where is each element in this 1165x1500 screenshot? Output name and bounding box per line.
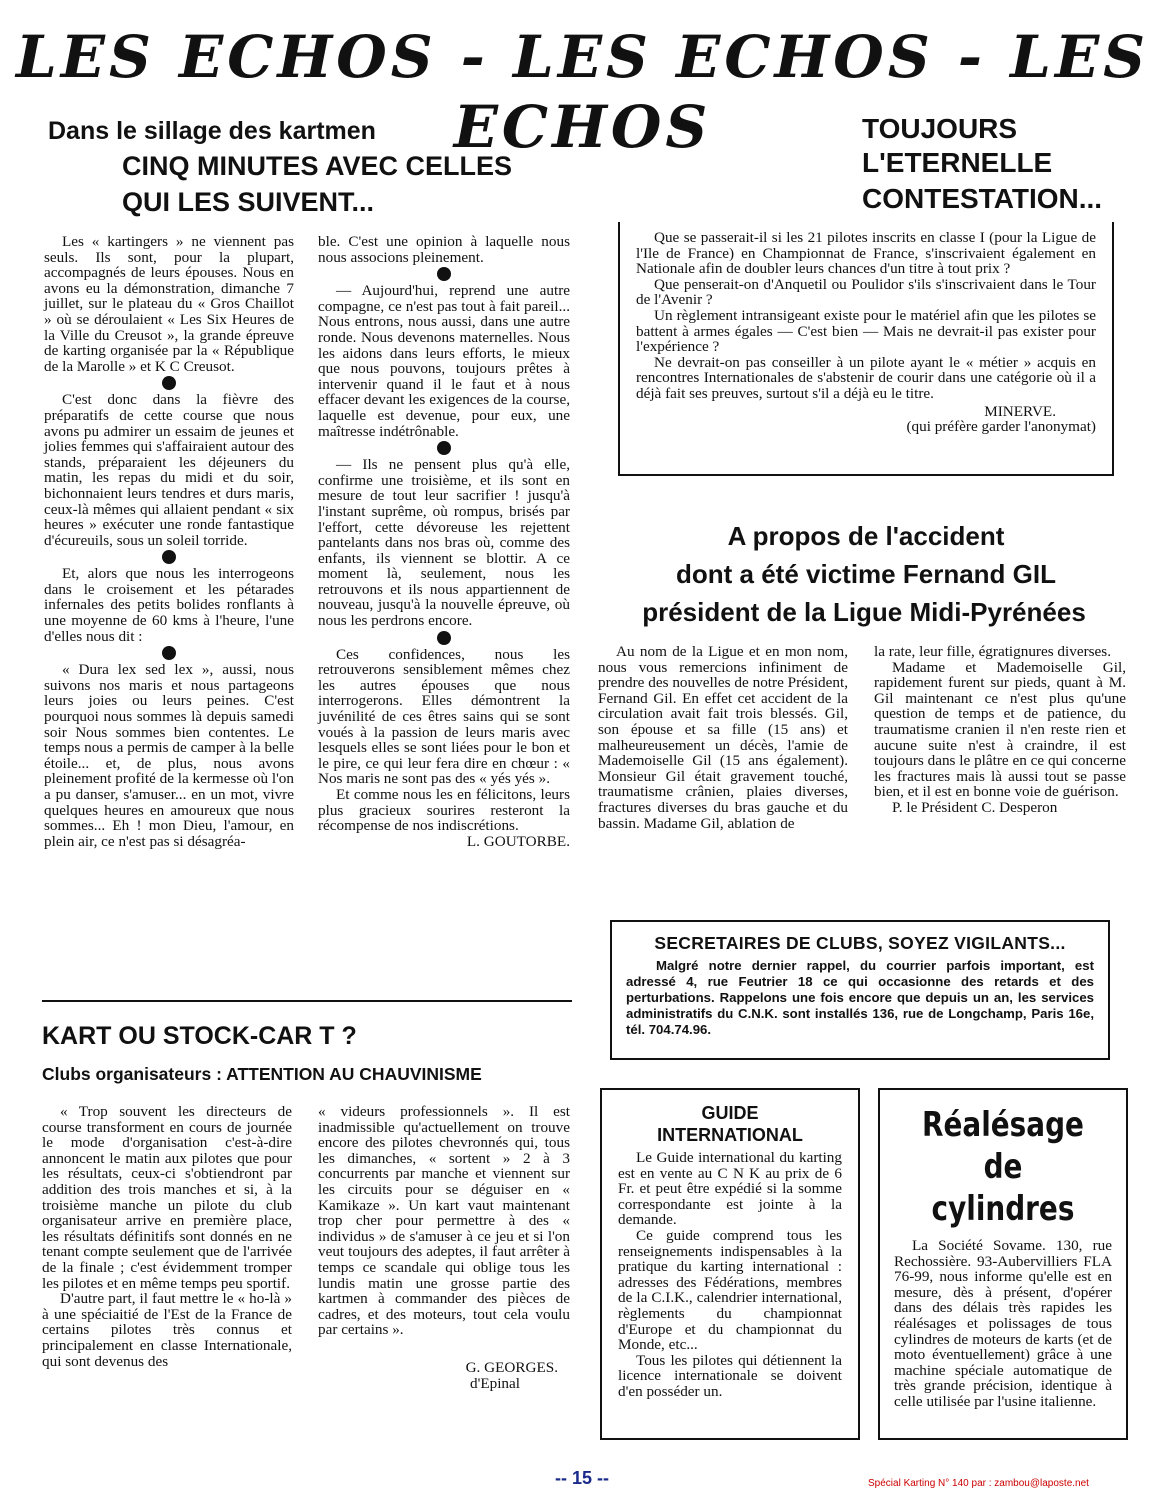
art7-title-line1: Réalésage	[922, 1105, 1084, 1145]
art3-title-line2: dont a été victime Fernand GIL	[676, 559, 1056, 589]
art1-paragraph: C'est donc dans la fièvre des préparatifs de cette course que nous avons pu admirer un essaim de jeunes et jolies femmes qui s'affairaient autour des stands, préparaient les déjeuners du matin, les repas du midi et du soir, bichonnaient leurs tendres et durs maris, ceux-là mêmes qui allaient pendant « six heures » exécuter une ronde fantastique d'écureuils, sous un soleil torride.	[44, 391, 294, 549]
art2-title-line1: TOUJOURS	[862, 113, 1018, 144]
art5-title: KART OU STOCK-CAR T ?	[42, 1022, 357, 1050]
art1-paragraph: Ces confidences, nous les retrouverons sensiblement mêmes chez les autres épouses que nous interrogerons. Elles démontrent la juvénilité de ces êtres sains qui se sont voués à la passion de leurs maris avec lesquels elles se sont liées pour le bon et le pire, ce qui leur fera dire en chœur : « Nos maris ne sont pas des « yés yés ».	[318, 645, 570, 788]
art1-title-line1: CINQ MINUTES AVEC CELLES	[122, 151, 513, 181]
art3-paragraph: Au nom de la Ligue et en mon nom, nous vous remercions infiniment de prendre des nouvelles de notre Président, Fernand Gil. En effet cet accident de la circulation avait fait trois blessés. Gil, son épouse et sa fille (15 ans) et malheureusement un décès, l'amie de Mademoiselle Gil (15 ans également). Monsieur Gil était gravement touché, traumatisme crânien, plaies diverses, fractures diverses du bras gauche et du bassin. Madame Gil, ablation de	[598, 643, 848, 832]
art1-signature: L. GOUTORBE.	[466, 832, 570, 850]
art7-box	[878, 1088, 1128, 1440]
art2-title-line2: L'ETERNELLE	[862, 147, 1053, 178]
bullet-dot	[437, 441, 451, 455]
art2-box	[618, 222, 1114, 476]
art3-column-1	[598, 644, 848, 831]
art5-column-1	[42, 1104, 292, 1369]
art5-signature: G. GEORGES.	[465, 1358, 558, 1376]
art3-title-line1: A propos de l'accident	[727, 521, 1005, 551]
art1-column-2	[318, 234, 570, 849]
art6-paragraph: Tous les pilotes qui détiennent la licence internationale se doivent d'en posséder un.	[618, 1351, 842, 1400]
bullet-dot	[162, 550, 176, 564]
art1-paragraph: Les « kartingers » ne viennent pas seuls. Ils sont, pour la plupart, accompagnés de leurs épouses. Nous en avons eu la démonstration, dimanche 7 juillet, sur le plateau du « Gros Chaillot » où se déroulaient « Les Six Heures de la Ville du Creusot », la grande épreuve de karting organisée par la « République de la Marolle » et K C Creusot.	[44, 233, 294, 375]
bullet-dot	[437, 631, 451, 645]
art3-signature: P. le Président C. Desperon	[892, 798, 1058, 816]
art1-column-1	[44, 234, 294, 849]
art1-kicker: Dans le sillage des kartmen	[48, 117, 376, 145]
art4-box	[610, 920, 1110, 1060]
art1-paragraph: — Ils ne pensent plus qu'à elle, confirme une troisième, et ils sont en mesure de tout leur sacrifier ! jusqu'à l'instant suprême, où rompus, brisés par l'effort, cette dévoreuse les rejettent pantelants dans nos bras où, comme des enfants, ils viennent se blottir. A ce moment là, seulement, nous les retrouvons et ils nous appartiennent de nouveau, jusqu'à la nouvelle épreuve, où nous les perdrons encore.	[318, 456, 570, 630]
art5-paragraph: D'autre part, il faut mettre le « ho-là » à une spéciaitié de l'Est de la France de certains pilotes très connus et principalement en classe Internationale, qui sont devenus des	[42, 1290, 292, 1370]
footer-credit: Spécial Karting N° 140 par : zambou@laposte.net	[868, 1478, 1089, 1489]
bullet-dot	[162, 376, 176, 390]
art3-title-line3: président de la Ligue Midi-Pyrénées	[642, 597, 1086, 627]
bullet-dot	[437, 267, 451, 281]
art3-paragraph: la rate, leur fille, égratignures diverses.	[874, 643, 1111, 660]
art3-column-2	[874, 644, 1126, 816]
art1-paragraph: Et comme nous les en félicitons, leurs plus gracieux sourires resteront la récompense de nos indiscrétions.	[318, 786, 570, 835]
art2-paragraph: Un règlement intransigeant existe pour le matériel afin que les pilotes se battent à armes égales — C'est bien — Mais ne devrait-il pas exister pour l'expérience ?	[636, 306, 1096, 356]
art6-title-line1: GUIDE	[701, 1103, 759, 1123]
art5-paragraph: « Trop souvent les directeurs de course transforment en cours de journée le mode d'organisation c'est-à-dire annoncent le matin aux pilotes que pour les résultats, ceux-ci s'obtiendront par addition des trois manches et si, à la troisième manche un pilote du club organisateur arrive en première place, les résultats définitifs sont donnés en ne tenant compte seulement que de l'arrivée de la finale ; c'est évidemment tromper les pilotes et en même temps peu sportif.	[42, 1103, 292, 1292]
art2-signature-note: (qui préfère garder l'anonymat)	[906, 418, 1096, 436]
art5-subtitle: Clubs organisateurs : ATTENTION AU CHAUVINISME	[42, 1064, 482, 1084]
art2-paragraph: Ne devrait-on pas conseiller à un pilote ayant le « métier » acquis en rencontres Internationales de s'abstenir de courir dans une catégorie où il a déjà fait ses preuves, surtout s'il a déjà eu le titre.	[636, 353, 1096, 402]
art1-paragraph: « Dura lex sed lex », aussi, nous suivons nos maris et nous partageons leurs joies ou leurs peines. C'est pourquoi nous sommes là depuis samedi soir Nous sommes bien contentes. Le temps nous a permis de camper à la belle étoile... et, de plus, nous avons pleinement profité de la kermesse où l'on a pu danser, s'amuser... en un mot, vivre quelques heures en amoureux que nous sommes... Eh ! mon Dieu, l'amour, en plein air, ce n'est pas si désagréa-	[44, 661, 294, 850]
art3-paragraph: Madame et Mademoiselle Gil, rapidement furent sur pieds, quant à M. Gil maintenant ce n'est plus qu'une question de temps et de patience, du traumatisme cranien il n'en reste rien et aucune suite n'est à craindre, il est toujours dans le plâtre en ce qui concerne les fractures mais là aussi tout se passe bien, et il est en bonne voie de guérison.	[874, 658, 1126, 801]
art5-signature-note: d'Epinal	[470, 1374, 520, 1392]
page-number: -- 15 --	[555, 1468, 609, 1488]
art4-title: SECRETAIRES DE CLUBS, SOYEZ VIGILANTS...	[654, 933, 1066, 953]
art4-body: Malgré notre dernier rappel, du courrier parfois important, est adressé 4, rue Feutrier 18 ce qui occasionne des retards et des perturbations. Rappelons une fois encore que depuis un an, les services administratifs du C.N.K. sont installés 136, rue de Longchamp, Paris 16e, tél. 704.74.96.	[626, 958, 1094, 1037]
art6-box	[600, 1088, 860, 1440]
art7-title-line2: de cylindres	[931, 1147, 1075, 1229]
art2-paragraph: Que se passerait-il si les 21 pilotes inscrits en classe I (pour la Ligue de l'Ile de France) en Championnat de France, s'inscrivaient également en Nationale afin de doubler leurs chances d'un titre à tout prix ?	[636, 229, 1096, 278]
art2-title-line3: CONTESTATION...	[862, 183, 1103, 214]
masthead: LES ECHOS - LES ECHOS - LES ECHOS	[15, 23, 1150, 161]
art5-column-2	[318, 1104, 570, 1391]
art6-title-line2: INTERNATIONAL	[657, 1125, 803, 1145]
art5-paragraph: « videurs professionnels ». Il est inadmissible qu'actuellement on trouve encore des pilotes chevronnés qui, tous les dimanches, « sortent » 2 à 3 concurrents par manche et viennent sur les circuits pour se déguiser en « Kamikaze ». Un kart vaut maintenant trop cher pour permettre à des « individus » de s'amuser à ce jeu et si l'on veut toujours des adeptes, il faut arrêter à temps ce scandale qui oblige tous les lundis matin une grosse partie des kartmen à commander des pièces de cadres, et des moteurs, tout cela voulu par certains ».	[318, 1103, 570, 1339]
section-divider	[42, 1000, 572, 1002]
art1-paragraph: Et, alors que nous les interrogeons dans le croisement et les pétarades infernales des petits bolides ronflants à une moyenne de 60 kms à l'heure, l'une d'elles nous dit :	[44, 565, 294, 645]
art1-title-line2: QUI LES SUIVENT...	[122, 187, 375, 217]
art6-paragraph: Le Guide international du karting est en vente au C N K au prix de 6 Fr. et peut être expédié si la somme correspondante est jointe à la demande.	[618, 1149, 842, 1229]
art6-paragraph: Ce guide comprend tous les renseignements indispensables à la pratique du karting international : adresses des Fédérations, membres de la C.I.K., calendrier international, règlements du championnat d'Europe et du championnat du Monde, etc...	[618, 1226, 842, 1354]
art2-signature: MINERVE.	[984, 402, 1056, 420]
bullet-dot	[162, 646, 176, 660]
art1-paragraph: ble. C'est une opinion à laquelle nous nous associons pleinement.	[318, 233, 570, 266]
art2-paragraph: Que penserait-on d'Anquetil ou Poulidor s'ils s'inscrivaient dans le Tour de l'Avenir ?	[636, 275, 1096, 309]
art1-paragraph: — Aujourd'hui, reprend une autre compagne, ce n'est pas tout à fait pareil... Nous entrons, nous aussi, dans une autre ronde. Nous devenons maternelles. Nous les aidons dans leurs efforts, le mieux que nous pouvons, toujours prêtes à intervenir quand il le faut et à nous effacer devant les exigences de la course, laquelle est devenue, pour eux, une maîtresse indétrônable.	[318, 282, 570, 440]
art7-paragraph: La Société Sovame. 130, rue Rechossière. 93-Aubervilliers FLA 76-99, nous informe qu'elle est en mesure, dès à présent, d'opérer dans des délais très rapides les réalésages et polissages de tous cylindres de moteurs de karts (et de moto éventuellement) grâce à une machine spéciale automatique de très grande précision, identique à celle utilisée par l'usine italienne.	[894, 1237, 1112, 1410]
